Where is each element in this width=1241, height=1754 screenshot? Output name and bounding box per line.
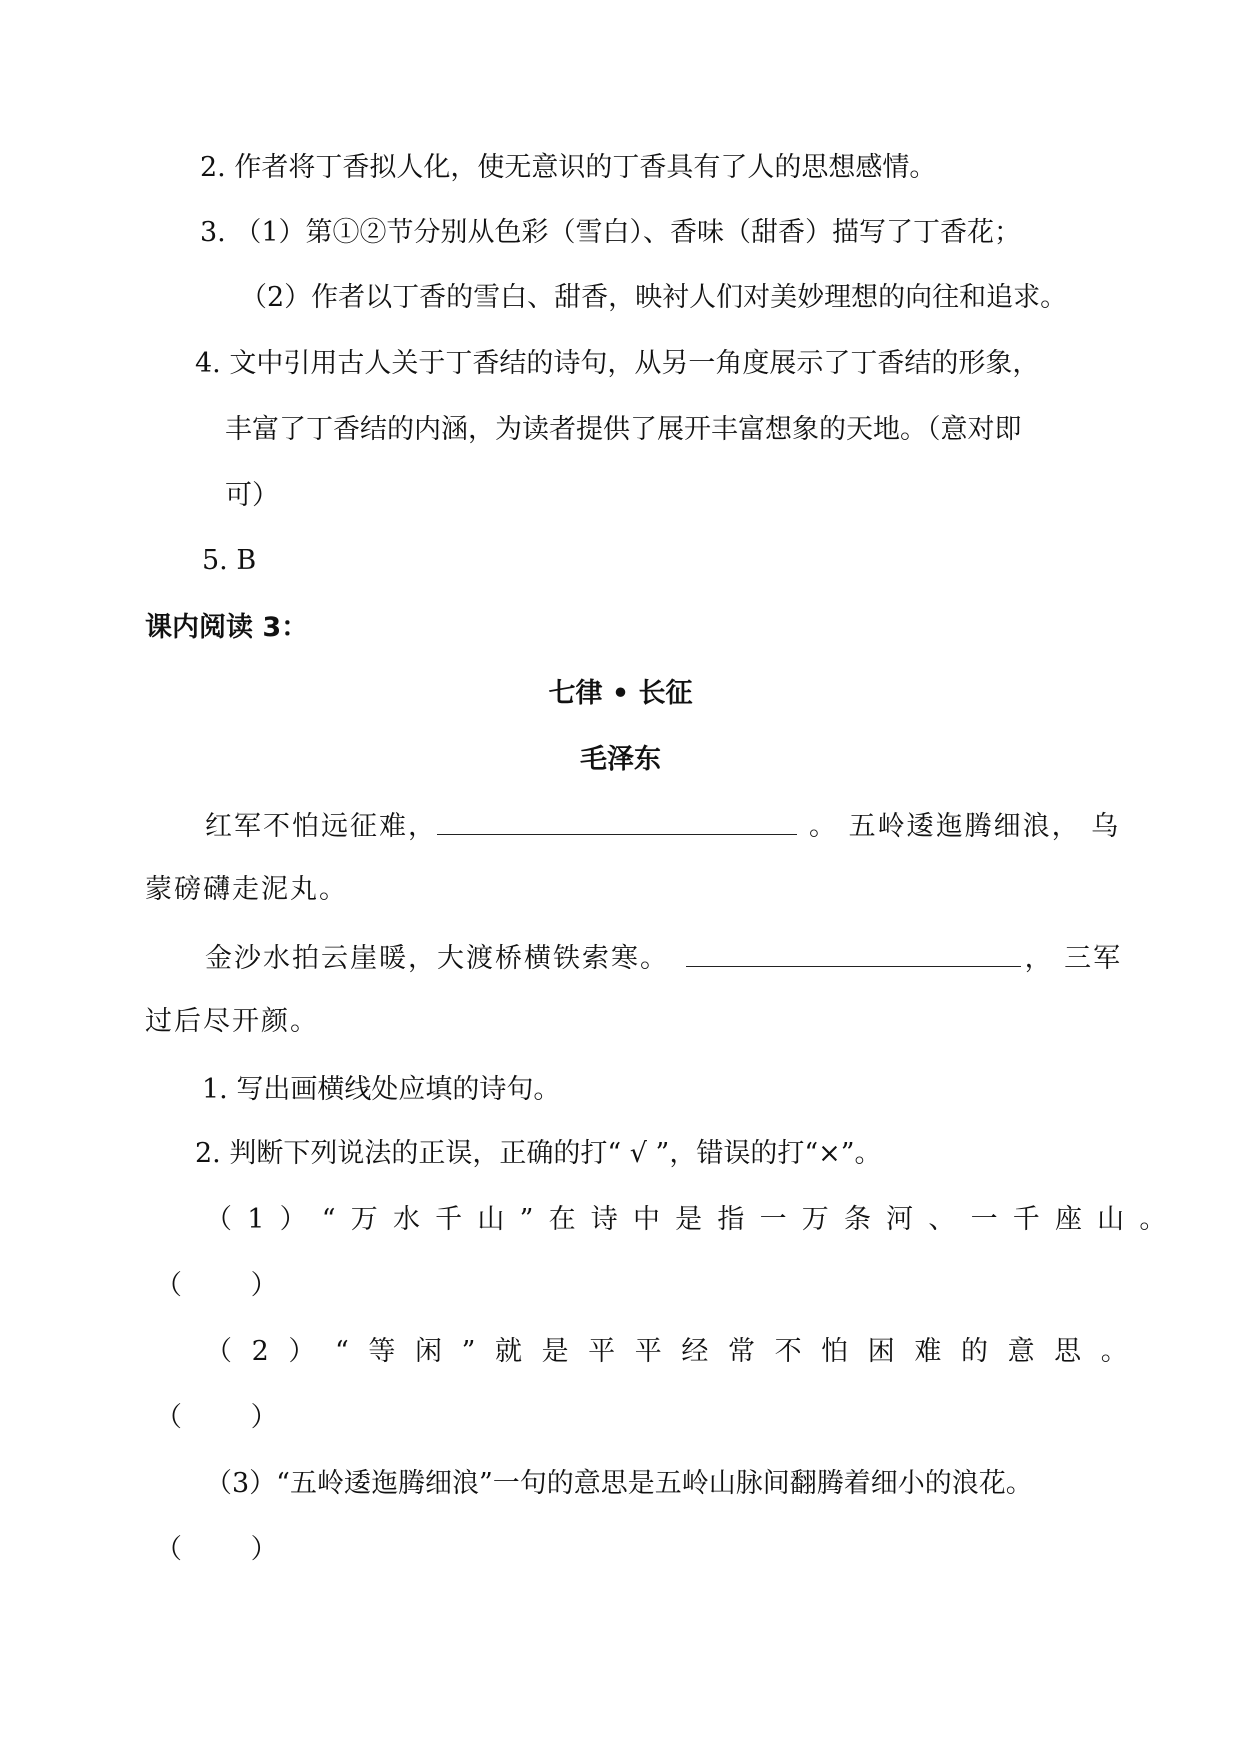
question-2-item-1: （1）“万水千山”在诗中是指一万条河、一千座山。 bbox=[205, 1204, 1182, 1235]
poem-line-2-start: 金沙水拍云崖暖，大渡桥横铁索寒。 bbox=[205, 943, 680, 974]
poem-title: 七律 • 长征 bbox=[548, 678, 693, 709]
answer-3-part-2: （2）作者以丁香的雪白、甜香，映衬人们对美妙理想的向往和追求。 bbox=[240, 282, 1068, 313]
fill-blank-2[interactable] bbox=[686, 940, 1021, 967]
poem-line-1-end: 。 五岭逶迤腾细浪， 乌 bbox=[809, 811, 1121, 842]
question-2-item-2: （2）“等闲”就是平平经常不怕困难的意思。 bbox=[205, 1336, 1148, 1367]
question-1: 1. 写出画横线处应填的诗句。 bbox=[202, 1074, 561, 1105]
answer-4-line-1: 4. 文中引用古人关于丁香结的诗句，从另一角度展示了丁香结的形象， bbox=[195, 348, 1040, 379]
poem-line-2 bbox=[205, 940, 1122, 977]
question-2-item-3: （3）“五岭逶迤腾细浪”一句的意思是五岭山脉间翻腾着细小的浪花。 bbox=[205, 1468, 1033, 1499]
answer-4-line-3: 可） bbox=[225, 480, 279, 511]
poem-line-1-start: 红军不怕远征难， bbox=[205, 811, 437, 842]
answer-paren-2[interactable]: （ ） bbox=[155, 1402, 278, 1433]
poem-line-2-cont: 过后尽开颜。 bbox=[145, 1006, 319, 1037]
fill-blank-1[interactable] bbox=[437, 808, 797, 835]
answer-2: 2. 作者将丁香拟人化，使无意识的丁香具有了人的思想感情。 bbox=[200, 152, 937, 183]
answer-paren-3[interactable]: （ ） bbox=[155, 1534, 278, 1565]
answer-3-part-1: 3. （1）第①②节分别从色彩（雪白）、香味（甜香）描写了丁香花； bbox=[200, 217, 1022, 248]
poem-line-1 bbox=[205, 808, 1120, 845]
poem-author: 毛泽东 bbox=[580, 744, 661, 775]
answer-5: 5. B bbox=[202, 545, 257, 576]
answer-4-line-2: 丰富了丁香结的内涵，为读者提供了展开丰富想象的天地。（意对即 bbox=[225, 414, 1022, 445]
answer-paren-1[interactable]: （ ） bbox=[155, 1270, 278, 1301]
poem-line-2-end: ， 三军 bbox=[1024, 943, 1123, 974]
poem-line-1-cont: 蒙磅礴走泥丸。 bbox=[145, 874, 348, 905]
section-heading: 课内阅读 3： bbox=[145, 612, 309, 643]
question-2: 2. 判断下列说法的正误，正确的打“ √ ”，错误的打“×”。 bbox=[195, 1138, 882, 1169]
